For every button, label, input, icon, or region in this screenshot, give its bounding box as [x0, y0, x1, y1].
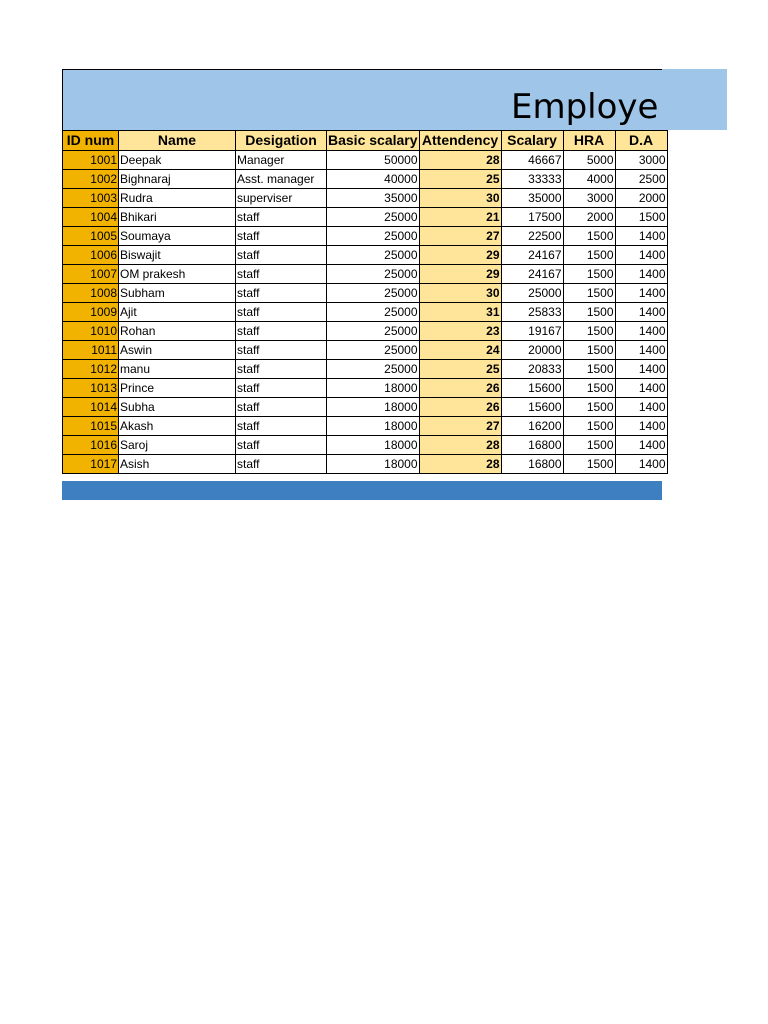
cell-hra[interactable]: 1500	[563, 455, 615, 474]
cell-designation[interactable]: Manager	[236, 151, 327, 170]
cell-da[interactable]: 1400	[615, 455, 667, 474]
cell-da[interactable]: 1400	[615, 284, 667, 303]
cell-basic-salary[interactable]: 25000	[327, 360, 420, 379]
cell-designation[interactable]: staff	[236, 303, 327, 322]
cell-name[interactable]: Akash	[119, 417, 236, 436]
sheet-title-text: Employe	[511, 87, 659, 127]
cell-hra[interactable]: 1500	[563, 398, 615, 417]
employee-table	[62, 130, 668, 474]
column-header-hra[interactable]: HRA	[563, 131, 615, 151]
column-header-name[interactable]: Name	[119, 131, 236, 151]
cell-salary[interactable]: 25000	[501, 284, 563, 303]
cell-basic-salary[interactable]: 25000	[327, 227, 420, 246]
cell-id[interactable]: 1006	[63, 246, 119, 265]
cell-designation[interactable]: staff	[236, 246, 327, 265]
cell-designation[interactable]: staff	[236, 227, 327, 246]
column-header-basic-salary[interactable]: Basic scalary	[327, 131, 420, 151]
cell-designation[interactable]: superviser	[236, 189, 327, 208]
cell-da[interactable]: 1400	[615, 379, 667, 398]
cell-attendance[interactable]: 31	[419, 303, 501, 322]
cell-basic-salary[interactable]: 18000	[327, 436, 420, 455]
cell-da[interactable]: 1500	[615, 208, 667, 227]
cell-basic-salary[interactable]: 35000	[327, 189, 420, 208]
cell-basic-salary[interactable]: 18000	[327, 379, 420, 398]
cell-designation[interactable]: staff	[236, 360, 327, 379]
cell-da[interactable]: 2500	[615, 170, 667, 189]
cell-name[interactable]: Saroj	[119, 436, 236, 455]
cell-da[interactable]: 1400	[615, 436, 667, 455]
cell-name[interactable]: Soumaya	[119, 227, 236, 246]
table-row	[63, 436, 668, 455]
cell-attendance[interactable]: 25	[419, 360, 501, 379]
column-header-designation[interactable]: Desigation	[236, 131, 327, 151]
cell-salary[interactable]: 20000	[501, 341, 563, 360]
cell-name[interactable]: Biswajit	[119, 246, 236, 265]
cell-basic-salary[interactable]: 18000	[327, 398, 420, 417]
cell-attendance[interactable]: 29	[419, 246, 501, 265]
table-row	[63, 284, 668, 303]
cell-salary[interactable]: 17500	[501, 208, 563, 227]
cell-id[interactable]: 1010	[63, 322, 119, 341]
cell-id[interactable]: 1011	[63, 341, 119, 360]
cell-name[interactable]: Ajit	[119, 303, 236, 322]
cell-hra[interactable]: 1500	[563, 246, 615, 265]
cell-attendance[interactable]: 28	[419, 151, 501, 170]
table-row	[63, 455, 668, 474]
cell-designation[interactable]: staff	[236, 322, 327, 341]
cell-basic-salary[interactable]: 40000	[327, 170, 420, 189]
cell-salary[interactable]: 19167	[501, 322, 563, 341]
cell-basic-salary[interactable]: 25000	[327, 265, 420, 284]
table-row	[63, 265, 668, 284]
cell-salary[interactable]: 16800	[501, 436, 563, 455]
table-row	[63, 151, 668, 170]
cell-name[interactable]: Subham	[119, 284, 236, 303]
cell-attendance[interactable]: 27	[419, 227, 501, 246]
column-header-salary[interactable]: Scalary	[501, 131, 563, 151]
cell-id[interactable]: 1008	[63, 284, 119, 303]
table-row	[63, 379, 668, 398]
table-row	[63, 341, 668, 360]
cell-name[interactable]: Deepak	[119, 151, 236, 170]
cell-salary[interactable]: 24167	[501, 246, 563, 265]
cell-basic-salary[interactable]: 18000	[327, 455, 420, 474]
cell-da[interactable]: 1400	[615, 398, 667, 417]
cell-hra[interactable]: 5000	[563, 151, 615, 170]
table-row	[63, 398, 668, 417]
cell-hra[interactable]: 2000	[563, 208, 615, 227]
table-row	[63, 170, 668, 189]
cell-hra[interactable]: 1500	[563, 284, 615, 303]
cell-salary[interactable]: 15600	[501, 398, 563, 417]
cell-id[interactable]: 1017	[63, 455, 119, 474]
cell-designation[interactable]: Asst. manager	[236, 170, 327, 189]
cell-salary[interactable]: 16200	[501, 417, 563, 436]
footer-band	[62, 481, 662, 500]
table-row	[63, 322, 668, 341]
cell-salary[interactable]: 46667	[501, 151, 563, 170]
table-row	[63, 189, 668, 208]
cell-basic-salary[interactable]: 25000	[327, 341, 420, 360]
cell-basic-salary[interactable]: 25000	[327, 208, 420, 227]
cell-name[interactable]: Rudra	[119, 189, 236, 208]
cell-salary[interactable]: 22500	[501, 227, 563, 246]
cell-attendance[interactable]: 23	[419, 322, 501, 341]
cell-designation[interactable]: staff	[236, 208, 327, 227]
cell-id[interactable]: 1003	[63, 189, 119, 208]
cell-da[interactable]: 1400	[615, 246, 667, 265]
table-row	[63, 360, 668, 379]
cell-attendance[interactable]: 28	[419, 455, 501, 474]
cell-hra[interactable]: 1500	[563, 417, 615, 436]
cell-da[interactable]: 1400	[615, 322, 667, 341]
cell-designation[interactable]: staff	[236, 436, 327, 455]
cell-name[interactable]: OM prakesh	[119, 265, 236, 284]
cell-attendance[interactable]: 29	[419, 265, 501, 284]
cell-hra[interactable]: 1500	[563, 227, 615, 246]
cell-salary[interactable]: 33333	[501, 170, 563, 189]
cell-da[interactable]: 1400	[615, 341, 667, 360]
cell-id[interactable]: 1001	[63, 151, 119, 170]
cell-hra[interactable]: 1500	[563, 360, 615, 379]
header-row	[63, 131, 668, 151]
table-row	[63, 417, 668, 436]
cell-attendance[interactable]: 30	[419, 284, 501, 303]
table-row	[63, 246, 668, 265]
cell-designation[interactable]: staff	[236, 455, 327, 474]
cell-attendance[interactable]: 25	[419, 170, 501, 189]
cell-salary[interactable]: 15600	[501, 379, 563, 398]
cell-basic-salary[interactable]: 25000	[327, 303, 420, 322]
column-header-attendance[interactable]: Attendency	[419, 131, 501, 151]
cell-basic-salary[interactable]: 25000	[327, 284, 420, 303]
cell-attendance[interactable]: 26	[419, 398, 501, 417]
cell-id[interactable]: 1005	[63, 227, 119, 246]
cell-designation[interactable]: staff	[236, 417, 327, 436]
cell-da[interactable]: 1400	[615, 303, 667, 322]
cell-attendance[interactable]: 24	[419, 341, 501, 360]
cell-id[interactable]: 1014	[63, 398, 119, 417]
cell-name[interactable]: Rohan	[119, 322, 236, 341]
cell-attendance[interactable]: 21	[419, 208, 501, 227]
cell-designation[interactable]: staff	[236, 265, 327, 284]
cell-id[interactable]: 1012	[63, 360, 119, 379]
cell-attendance[interactable]: 27	[419, 417, 501, 436]
cell-attendance[interactable]: 26	[419, 379, 501, 398]
cell-da[interactable]: 3000	[615, 151, 667, 170]
cell-da[interactable]: 1400	[615, 265, 667, 284]
cell-id[interactable]: 1016	[63, 436, 119, 455]
cell-da[interactable]: 1400	[615, 227, 667, 246]
cell-name[interactable]: Prince	[119, 379, 236, 398]
table-body	[63, 151, 668, 474]
cell-designation[interactable]: staff	[236, 284, 327, 303]
cell-salary[interactable]: 35000	[501, 189, 563, 208]
cell-da[interactable]: 1400	[615, 360, 667, 379]
cell-id[interactable]: 1015	[63, 417, 119, 436]
cell-hra[interactable]: 1500	[563, 436, 615, 455]
cell-name[interactable]: Bhikari	[119, 208, 236, 227]
cell-attendance[interactable]: 30	[419, 189, 501, 208]
cell-hra[interactable]: 1500	[563, 379, 615, 398]
cell-id[interactable]: 1009	[63, 303, 119, 322]
cell-id[interactable]: 1002	[63, 170, 119, 189]
cell-hra[interactable]: 1500	[563, 322, 615, 341]
cell-da[interactable]: 1400	[615, 417, 667, 436]
cell-name[interactable]: Asish	[119, 455, 236, 474]
cell-name[interactable]: Aswin	[119, 341, 236, 360]
column-header-da[interactable]: D.A	[615, 131, 667, 151]
cell-hra[interactable]: 1500	[563, 303, 615, 322]
table-row	[63, 208, 668, 227]
cell-attendance[interactable]: 28	[419, 436, 501, 455]
cell-salary[interactable]: 20833	[501, 360, 563, 379]
cell-hra[interactable]: 1500	[563, 265, 615, 284]
table-row	[63, 227, 668, 246]
cell-name[interactable]: Bighnaraj	[119, 170, 236, 189]
cell-salary[interactable]: 24167	[501, 265, 563, 284]
cell-basic-salary[interactable]: 25000	[327, 246, 420, 265]
table-row	[63, 303, 668, 322]
cell-id[interactable]: 1013	[63, 379, 119, 398]
cell-hra[interactable]: 1500	[563, 341, 615, 360]
cell-designation[interactable]: staff	[236, 341, 327, 360]
cell-basic-salary[interactable]: 50000	[327, 151, 420, 170]
column-header-id[interactable]: ID num	[63, 131, 119, 151]
cell-name[interactable]: manu	[119, 360, 236, 379]
cell-da[interactable]: 2000	[615, 189, 667, 208]
cell-id[interactable]: 1007	[63, 265, 119, 284]
cell-salary[interactable]: 25833	[501, 303, 563, 322]
cell-id[interactable]: 1004	[63, 208, 119, 227]
cell-salary[interactable]: 16800	[501, 455, 563, 474]
cell-name[interactable]: Subha	[119, 398, 236, 417]
cell-hra[interactable]: 4000	[563, 170, 615, 189]
sheet-title	[62, 69, 661, 130]
cell-basic-salary[interactable]: 25000	[327, 322, 420, 341]
cell-basic-salary[interactable]: 18000	[327, 417, 420, 436]
cell-hra[interactable]: 3000	[563, 189, 615, 208]
cell-designation[interactable]: staff	[236, 379, 327, 398]
cell-designation[interactable]: staff	[236, 398, 327, 417]
